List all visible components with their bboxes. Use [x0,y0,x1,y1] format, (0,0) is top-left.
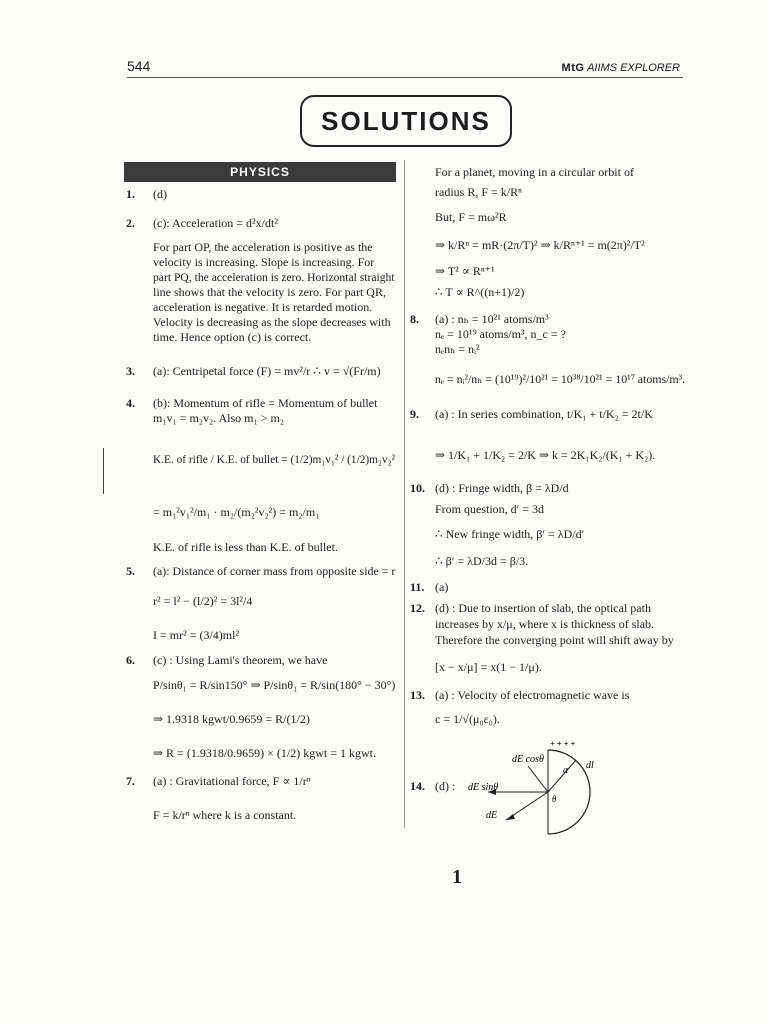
solution-line: F = k/rⁿ where k is a constant. [153,808,297,822]
book-title: AIIMS EXPLORER [587,62,680,74]
column-divider [404,160,405,828]
solution-line: time. Hence option (c) is correct. [153,330,312,344]
margin-mark [103,448,104,494]
solution-line: (a): Centripetal force (F) = mv²/r ∴ v = √(Fr/m) [153,364,381,378]
solution-line: m₁v₁ = m₂v₂. Also m₁ > m₂ [153,411,284,425]
solution-line: ∴ β′ = λD/3d = β/3. [435,554,529,568]
solution-line: (d) : [435,779,456,793]
label-dl: dl [586,760,594,771]
footer-mark: 1 [452,866,462,888]
label-de-cos: dE cosθ [512,754,544,765]
solution-number: 3. [126,364,135,378]
solution-number: 1. [126,187,135,201]
solution-line: = m₁²v₁²/m₁ · m₂/(m₂²v₂²) = m₂/m₁ [153,505,320,519]
solution-line: c = 1/√(μ₀ε₀). [435,712,500,726]
solution-line: From question, d′ = 3d [435,502,545,516]
solution-line: Velocity is decreasing as the slope decreases with [153,315,391,329]
radius-line [548,760,576,792]
solution-number: 11. [410,580,425,594]
label-a: a [563,765,568,776]
solution-line: I = mr² = (3/4)ml² [153,628,240,642]
solution-line: ⇒ 1.9318 kgwt/0.9659 = R/(1/2) [153,712,310,726]
solution-line: ⇒ R = (1.9318/0.9659) × (1/2) kgwt = 1 kgwt. [153,746,377,760]
solution-line: [x − x/μ] = x(1 − 1/μ). [435,660,542,674]
solution-number: 9. [410,407,419,421]
solution-line: (a) : Gravitational force, F ∝ 1/rⁿ [153,774,311,788]
solution-line: ∴ New fringe width, β′ = λD/d′ [435,527,585,541]
label-de-sin: dE sinθ [468,782,499,793]
solution-line: radius R, F = k/Rⁿ [435,185,522,199]
solution-number: 13. [410,688,425,702]
solution-line: ∴ T ∝ R^((n+1)/2) [435,285,525,299]
solution-line: velocity is increasing. Slope is increasing. For [153,255,375,269]
solution-line: nₑ = nᵢ²/nₕ = (10¹⁹)²/10²¹ = 10³⁸/10²¹ = 10¹⁷ atoms/m³. [435,372,686,386]
solution-line: (c) : Using Lami's theorem, we have [153,653,328,667]
solution-line: nₑnₕ = nᵢ² [435,342,480,356]
electric-field-diagram [468,738,608,838]
solution-line: (a) : nₕ = 10²¹ atoms/m³ [435,312,549,326]
header-rule [127,77,683,78]
solution-line: (a) : In series combination, t/K₁ + t/K₂ = 2t/K [435,407,653,421]
solution-number: 2. [126,216,135,230]
solutions-title: SOLUTIONS [300,95,512,147]
solution-line: line shows that the velocity is zero. For part QR, [153,285,386,299]
solution-line: But, F = mω²R [435,210,507,224]
label-de: dE [486,810,498,821]
solution-line: ⇒ k/Rⁿ = mR·(2π/T)² ⇒ k/Rⁿ⁺¹ = m(2π)²/T² [435,238,645,252]
solution-number: 8. [410,312,419,326]
page-number: 544 [127,58,151,74]
running-header [562,62,680,74]
solution-line: ⇒ 1/K₁ + 1/K₂ = 2/K ⇒ k = 2K₁K₂/(K₁ + K₂). [435,448,656,462]
solution-line: ⇒ T² ∝ Rⁿ⁺¹ [435,264,495,278]
solution-line: (c): Acceleration = d²x/dt² [153,216,278,230]
solution-line: K.E. of rifle / K.E. of bullet = (1/2)m₁v₁² / (1/2)m₂v₂² [153,452,395,466]
solution-line: (a) [435,580,449,594]
solution-number: 6. [126,653,135,667]
solution-line: r² = l² − (l/2)² = 3l²/4 [153,594,253,608]
solution-line: (d) [153,187,167,201]
solution-line: K.E. of rifle is less than K.E. of bullet. [153,540,338,554]
brand-logo: MtG [561,62,585,74]
solution-number: 4. [126,396,135,410]
physics-section-banner: PHYSICS [124,162,396,182]
solution-line: (a): Distance of corner mass from opposite side = r [153,564,396,578]
solution-line: acceleration is negative. It is retarded motion. [153,300,373,314]
solution-line: part PQ, the acceleration is zero. Horizontal straight [153,270,395,284]
charge-signs: + + + + [550,739,576,748]
solution-line: (d) : Due to insertion of slab, the optical path [435,601,651,615]
solution-line: P/sinθ₁ = R/sin150° ⇒ P/sinθ₁ = R/sin(180° − 30°) [153,678,396,692]
solution-line: (a) : Velocity of electromagnetic wave is [435,688,630,702]
solution-number: 5. [126,564,135,578]
solution-line: Therefore the converging point will shift away by [435,633,674,647]
solution-number: 10. [410,481,425,495]
solution-line: For a planet, moving in a circular orbit of [435,165,634,179]
label-theta: θ [552,794,557,804]
solution-line: nₑ = 10¹⁹ atoms/m³, n_c = ? [435,327,566,341]
solution-line: (b): Momentum of rifle = Momentum of bullet [153,396,378,410]
field-cos-arrow [528,766,548,792]
solution-number: 12. [410,601,425,615]
solution-line: For part OP, the acceleration is positive as the [153,240,373,254]
solution-number: 14. [410,779,425,793]
semicircle-arc [548,750,590,834]
solution-line: increases by x/μ, where x is thickness of slab. [435,617,655,631]
solution-line: (d) : Fringe width, β = λD/d [435,481,569,495]
solution-number: 7. [126,774,135,788]
